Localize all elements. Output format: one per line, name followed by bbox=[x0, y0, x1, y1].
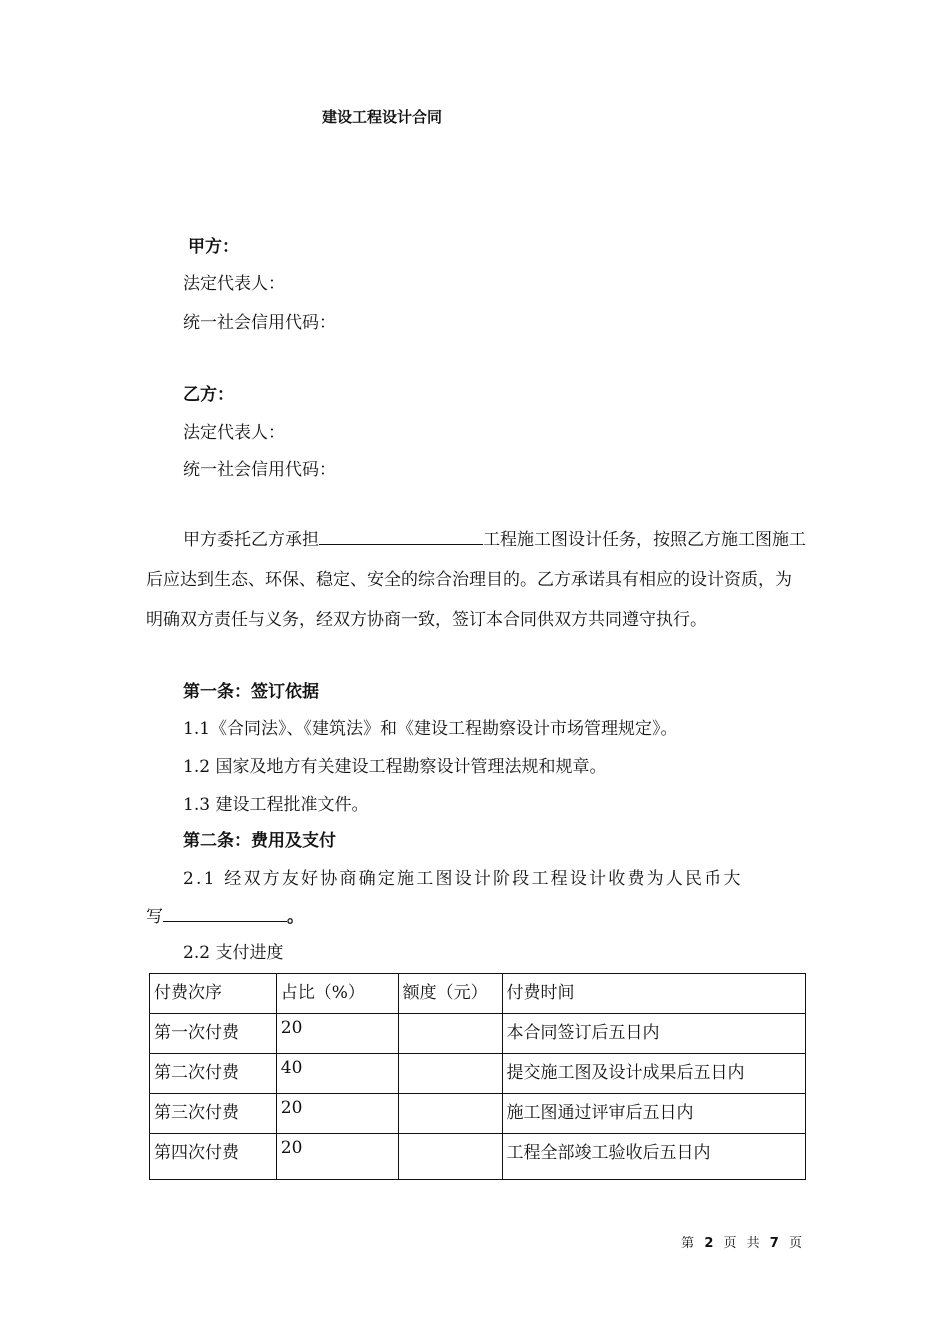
table-cell bbox=[398, 1134, 502, 1180]
document-title: 建设工程设计合同 bbox=[322, 108, 443, 126]
fee-text-prefix: 写 bbox=[146, 907, 163, 927]
header-cell: 额度（元） bbox=[398, 974, 502, 1014]
fee-text-line1: 2.1 经双方友好协商确定施工图设计阶段工程设计收费为人民币大 bbox=[183, 869, 743, 889]
fee-amount-blank bbox=[163, 903, 287, 922]
table-cell: 第三次付费 bbox=[150, 1094, 277, 1134]
page-footer bbox=[681, 1232, 805, 1251]
table-cell: 第四次付费 bbox=[150, 1134, 277, 1180]
table-row bbox=[150, 1134, 806, 1180]
table-cell: 40 bbox=[276, 1054, 398, 1094]
header-cell: 占比（%） bbox=[276, 974, 398, 1014]
current-page-number: 2 bbox=[704, 1236, 717, 1251]
article-1-heading: 第一条：签订依据 bbox=[183, 682, 319, 702]
table-cell: 施工图通过评审后五日内 bbox=[502, 1094, 805, 1134]
intro-text-rest: 工程施工图设计任务，按照乙方施工图施工后应达到生态、环保、稳定、安全的综合治理目的。乙方承诺具有相应的设计资质，为明确双方责任与义务，经双方协商一致，签订本合同供双方共同遵守执行。 bbox=[146, 530, 806, 630]
table-row bbox=[150, 1054, 806, 1094]
table-cell: 提交施工图及设计成果后五日内 bbox=[502, 1054, 805, 1094]
party-a-credit-code: 统一社会信用代码： bbox=[183, 313, 336, 333]
table-header-row bbox=[150, 974, 806, 1014]
intro-paragraph bbox=[146, 520, 808, 640]
header-cell: 付费次序 bbox=[150, 974, 277, 1014]
party-a-representative: 法定代表人： bbox=[183, 274, 285, 294]
party-b-representative: 法定代表人： bbox=[183, 423, 285, 443]
table-cell: 第一次付费 bbox=[150, 1014, 277, 1054]
table-cell bbox=[398, 1054, 502, 1094]
payment-table bbox=[149, 973, 806, 1180]
article-2-heading: 第二条：费用及支付 bbox=[183, 831, 336, 851]
party-a-label: 甲方： bbox=[188, 237, 239, 257]
article-1-item: 1.3 建设工程批准文件。 bbox=[183, 795, 369, 815]
party-b-credit-code: 统一社会信用代码： bbox=[183, 460, 336, 480]
table-cell: 工程全部竣工验收后五日内 bbox=[502, 1134, 805, 1180]
intro-text-start: 甲方委托乙方承担 bbox=[183, 530, 319, 550]
table-cell: 本合同签订后五日内 bbox=[502, 1014, 805, 1054]
table-cell: 20 bbox=[276, 1014, 398, 1054]
table-cell: 20 bbox=[276, 1094, 398, 1134]
project-name-blank bbox=[319, 526, 483, 545]
table-cell: 第二次付费 bbox=[150, 1054, 277, 1094]
footer-suffix: 页 bbox=[788, 1236, 805, 1251]
payment-schedule-title: 2.2 支付进度 bbox=[183, 943, 284, 963]
table-cell bbox=[398, 1014, 502, 1054]
fee-text-line2 bbox=[146, 902, 304, 927]
footer-prefix: 第 bbox=[681, 1236, 698, 1251]
table-row bbox=[150, 1094, 806, 1134]
table-row bbox=[150, 1014, 806, 1054]
party-b-label: 乙方： bbox=[183, 385, 234, 405]
header-cell: 付费时间 bbox=[502, 974, 805, 1014]
article-1-item: 1.2 国家及地方有关建设工程勘察设计管理法规和规章。 bbox=[183, 757, 607, 777]
table-cell: 20 bbox=[276, 1134, 398, 1180]
total-page-count: 7 bbox=[769, 1236, 782, 1251]
fee-text-end: 。 bbox=[287, 907, 304, 927]
table-cell bbox=[398, 1094, 502, 1134]
article-1-item: 1.1《合同法》、《建筑法》和《建设工程勘察设计市场管理规定》。 bbox=[183, 719, 678, 739]
footer-middle: 页 共 bbox=[723, 1236, 763, 1251]
